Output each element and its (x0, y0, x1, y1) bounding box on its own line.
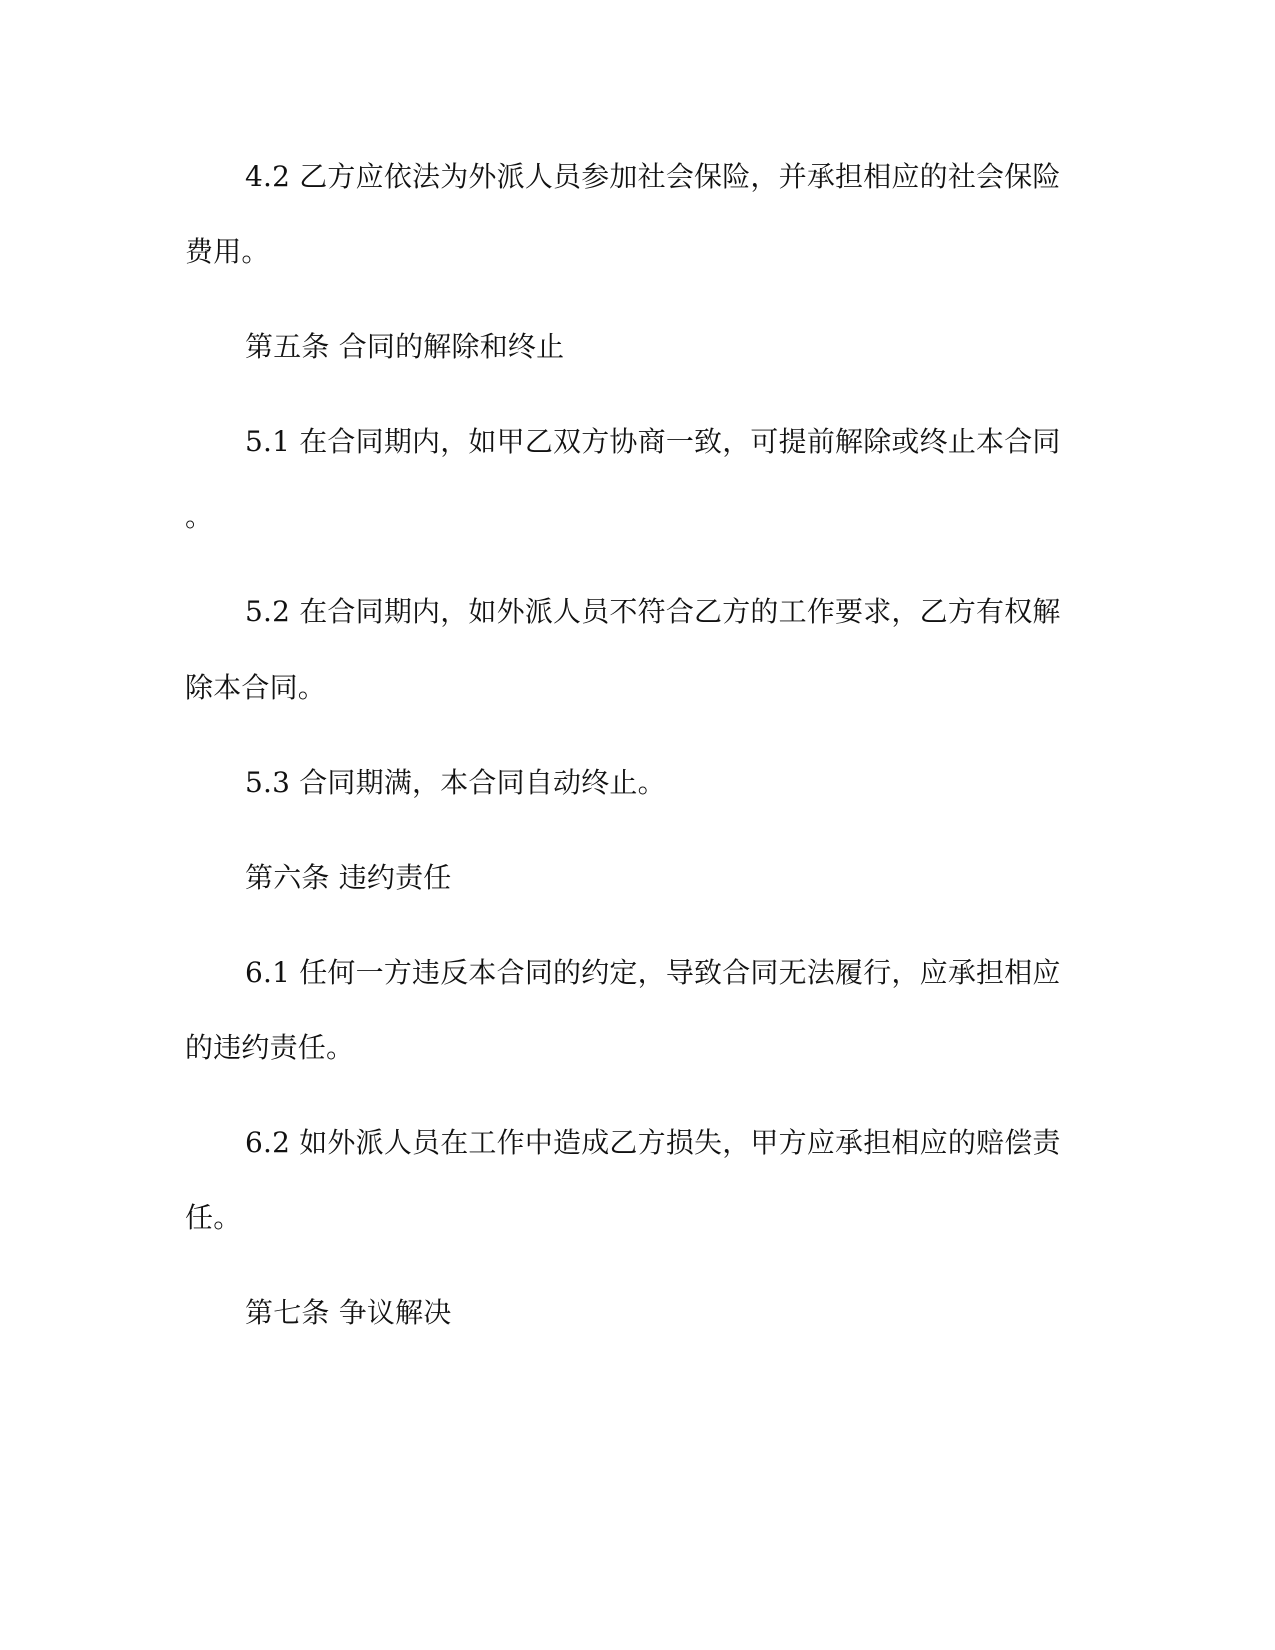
clause-5-1-line-2: 。 (185, 500, 214, 533)
clause-6-1-line-1: 6.1 任何一方违反本合同的约定，导致合同无法履行，应承担相应 (245, 956, 1061, 989)
clause-5-2-line-2: 除本合同。 (185, 671, 327, 704)
clause-5-2-line-1: 5.2 在合同期内，如外派人员不符合乙方的工作要求，乙方有权解 (245, 595, 1061, 628)
clause-5-1-line-1: 5.1 在合同期内，如甲乙双方协商一致，可提前解除或终止本合同 (245, 425, 1061, 458)
clause-6-2-line-1: 6.2 如外派人员在工作中造成乙方损失，甲方应承担相应的赔偿责 (245, 1126, 1061, 1159)
article-5-heading: 第五条 合同的解除和终止 (245, 330, 565, 363)
article-6-heading: 第六条 违约责任 (245, 861, 452, 894)
clause-6-2-line-2: 任。 (185, 1201, 242, 1234)
clause-4-2-line-2: 费用。 (185, 235, 270, 268)
clause-4-2-line-1: 4.2 乙方应依法为外派人员参加社会保险，并承担相应的社会保险 (245, 160, 1061, 193)
clause-5-3: 5.3 合同期满，本合同自动终止。 (245, 766, 666, 799)
article-7-heading: 第七条 争议解决 (245, 1296, 452, 1329)
clause-6-1-line-2: 的违约责任。 (185, 1031, 355, 1064)
